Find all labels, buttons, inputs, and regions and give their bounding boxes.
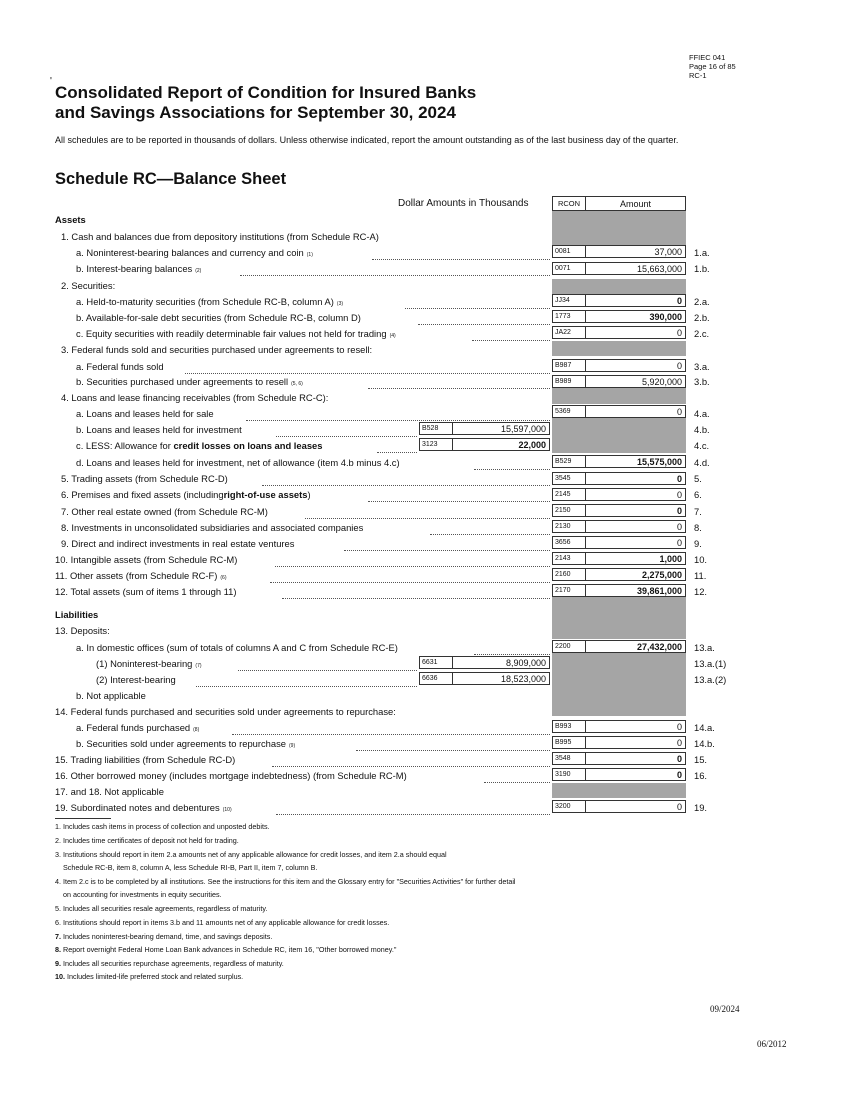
code-b529: B529: [552, 455, 586, 468]
item-8-label: 8. Investments in unconsolidated subsidiaries and associated companies: [61, 522, 364, 533]
item-13a2-label: (2) Interest-bearing: [96, 674, 176, 685]
leader-dots: [430, 522, 550, 535]
amount-7[interactable]: 0: [586, 504, 686, 517]
amount-13a1[interactable]: 8,909,000: [453, 656, 550, 669]
code-2150: 2150: [552, 504, 586, 517]
code-b995: B995: [552, 736, 586, 749]
leader-dots: [474, 642, 550, 655]
item-14-label: 14. Federal funds purchased and securities sold under agreements to repurchase:: [55, 706, 396, 717]
item-13b-label: b. Not applicable: [76, 690, 146, 701]
amount-13a[interactable]: 27,432,000: [586, 640, 686, 653]
footnote-6: 6. Institutions should report in items 3.b and 11 amounts net of any applicable allowance for credit losses.: [55, 918, 390, 927]
revision-date: 09/2024: [710, 1004, 740, 1014]
item-ref-13a: 13.a.: [694, 642, 715, 653]
leader-dots: [185, 361, 550, 374]
code-3200: 3200: [552, 800, 586, 813]
amount-3a[interactable]: 0: [586, 359, 686, 372]
footnote-7: 7. Includes noninterest-bearing demand, time, and savings deposits.: [55, 932, 273, 941]
code-b528: B528: [419, 422, 453, 435]
footnote-1: 1. Includes cash items in process of collection and unposted debits.: [55, 822, 270, 831]
item-ref-4b: 4.b.: [694, 424, 710, 435]
form-number: FFIEC 041: [689, 53, 726, 62]
leader-dots: [272, 754, 550, 767]
amount-19[interactable]: 0: [586, 800, 686, 813]
item-6-label: 6. Premises and fixed assets (includingright-of-use assets): [61, 489, 311, 500]
item-2c-label: c. Equity securities with readily determinable fair values not held for trading (4): [76, 328, 396, 339]
code-b987: B987: [552, 359, 586, 372]
leader-dots: [275, 554, 550, 567]
amount-12[interactable]: 39,861,000: [586, 584, 686, 597]
item-ref-13a1: 13.a.(1): [694, 658, 727, 669]
leader-dots: [238, 658, 417, 671]
leader-dots: [472, 328, 550, 341]
amount-2c[interactable]: 0: [586, 326, 686, 339]
item-7-label: 7. Other real estate owned (from Schedule RC-M): [61, 506, 268, 517]
amount-11[interactable]: 2,275,000: [586, 568, 686, 581]
item-10-label: 10. Intangible assets (from Schedule RC-M): [55, 554, 238, 565]
code-0071: 0071: [552, 262, 586, 275]
code-3123: 3123: [419, 438, 453, 451]
leader-dots: [356, 738, 550, 751]
code-2170: 2170: [552, 584, 586, 597]
item-ref-2a: 2.a.: [694, 296, 710, 307]
item-1b-label: b. Interest-bearing balances (2): [76, 263, 202, 274]
item-ref-4d: 4.d.: [694, 457, 710, 468]
item-ref-15: 15.: [694, 754, 708, 765]
footnote-8: 8. Report overnight Federal Home Loan Bank advances in Schedule RC, item 16, "Other borrowed money.": [55, 945, 397, 954]
amount-15[interactable]: 0: [586, 752, 686, 765]
item-ref-10: 10.: [694, 554, 708, 565]
item-14a-label: a. Federal funds purchased (8): [76, 722, 200, 733]
item-ref-13a2: 13.a.(2): [694, 674, 727, 685]
item-14b-label: b. Securities sold under agreements to repurchase (9): [76, 738, 296, 749]
item-ref-2c: 2.c.: [694, 328, 710, 339]
amount-1a[interactable]: 37,000: [586, 245, 686, 258]
item-12-label: 12. Total assets (sum of items 1 through 11): [55, 586, 237, 597]
item-ref-3b: 3.b.: [694, 376, 710, 387]
dollar-amounts-header: Dollar Amounts in Thousands: [398, 198, 529, 209]
item-ref-5: 5.: [694, 473, 702, 484]
shaded-area: [552, 388, 686, 404]
leader-dots: [240, 263, 550, 276]
item-4d-label: d. Loans and leases held for investment, net of allowance (item 4.b minus 4.c): [76, 457, 400, 468]
item-ref-1b: 1.b.: [694, 263, 710, 274]
amount-4d[interactable]: 15,575,000: [586, 455, 686, 468]
amount-4a[interactable]: 0: [586, 405, 686, 418]
item-ref-8: 8.: [694, 522, 702, 533]
leader-dots: [276, 424, 417, 437]
amount-8[interactable]: 0: [586, 520, 686, 533]
footnote-3-cont: Schedule RC-B, item 8, column A, less Schedule RI-B, Part II, item 7, column B.: [63, 863, 318, 872]
shaded-area: [552, 597, 686, 639]
code-3190: 3190: [552, 768, 586, 781]
item-ref-14b: 14.b.: [694, 738, 715, 749]
item-ref-14a: 14.a.: [694, 722, 715, 733]
amount-3b[interactable]: 5,920,000: [586, 375, 686, 388]
item-ref-19: 19.: [694, 802, 708, 813]
leader-dots: [368, 376, 550, 389]
original-date: 06/2012: [757, 1039, 787, 1049]
item-4-label: 4. Loans and lease financing receivables (from Schedule RC-C):: [61, 392, 329, 403]
item-2b-label: b. Available-for-sale debt securities (from Schedule RC-B, column D): [76, 312, 361, 323]
shaded-area: [552, 701, 686, 716]
item-1-label: 1. Cash and balances due from depository institutions (from Schedule RC-A): [61, 231, 379, 242]
code-jj34: JJ34: [552, 294, 586, 307]
footnote-4-cont: on accounting for investments in equity securities.: [63, 890, 222, 899]
leader-dots: [484, 770, 550, 783]
code-b993: B993: [552, 720, 586, 733]
item-ref-11: 11.: [694, 570, 707, 581]
leader-dots: [270, 570, 550, 583]
item-ref-4c: 4.c.: [694, 440, 710, 451]
code-0081: 0081: [552, 245, 586, 258]
amount-4c[interactable]: 22,000: [453, 438, 550, 451]
item-ref-7: 7.: [694, 506, 702, 517]
shaded-area: [552, 418, 686, 453]
leader-dots: [344, 538, 550, 551]
code-ja22: JA22: [552, 326, 586, 339]
item-ref-9: 9.: [694, 538, 702, 549]
schedule-title: Schedule RC—Balance Sheet: [55, 170, 287, 188]
item-2-label: 2. Securities:: [61, 280, 116, 291]
stray-mark: ': [50, 76, 52, 87]
amount-9[interactable]: 0: [586, 536, 686, 549]
shaded-area: [552, 653, 686, 701]
intro-text: All schedules are to be reported in thousands of dollars. Unless otherwise indicated, report the amount outstanding as of the last business day of the quarter.: [55, 135, 679, 145]
leader-dots: [246, 408, 550, 421]
amount-4b[interactable]: 15,597,000: [453, 422, 550, 435]
page-number: Page 16 of 85: [689, 61, 736, 71]
item-1a-label: a. Noninterest-bearing balances and currency and coin (1): [76, 247, 313, 258]
amount-5[interactable]: 0: [586, 472, 686, 485]
form-identifier: [689, 54, 736, 80]
shaded-area: [552, 783, 686, 798]
leader-dots: [377, 440, 417, 453]
item-5-label: 5. Trading assets (from Schedule RC-D): [61, 473, 228, 484]
code-1773: 1773: [552, 310, 586, 323]
code-b989: B989: [552, 375, 586, 388]
amount-2b[interactable]: 390,000: [586, 310, 686, 323]
rcon-header: RCON: [552, 196, 586, 211]
item-3a-label: a. Federal funds sold: [76, 361, 164, 372]
shaded-area: [552, 279, 686, 294]
leader-dots: [405, 296, 550, 309]
item-ref-1a: 1.a.: [694, 247, 710, 258]
leader-dots: [196, 674, 417, 687]
code-3548: 3548: [552, 752, 586, 765]
assets-heading: Assets: [55, 214, 86, 225]
item-15-label: 15. Trading liabilities (from Schedule RC-D): [55, 754, 236, 765]
footnote-3: 3. Institutions should report in item 2.a amounts net of any applicable allowance for credit losses, and item 2.a should equal: [55, 850, 447, 859]
amount-2a[interactable]: 0: [586, 294, 686, 307]
item-ref-4a: 4.a.: [694, 408, 710, 419]
footnote-10: 10. Includes limited-life preferred stock and related surplus.: [55, 972, 244, 981]
leader-dots: [276, 802, 550, 815]
amount-6[interactable]: 0: [586, 488, 686, 501]
leader-dots: [232, 722, 550, 735]
leader-dots: [305, 506, 550, 519]
liabilities-heading: Liabilities: [55, 609, 99, 620]
section-code: RC-1: [689, 70, 707, 80]
item-9-label: 9. Direct and indirect investments in real estate ventures: [61, 538, 295, 549]
amount-13a2[interactable]: 18,523,000: [453, 672, 550, 685]
item-4b-label: b. Loans and leases held for investment: [76, 424, 242, 435]
item-3b-label: b. Securities purchased under agreements to resell (5, 6): [76, 376, 303, 387]
footnote-5: 5. Includes all securities resale agreements, regardless of maturity.: [55, 904, 268, 913]
code-2160: 2160: [552, 568, 586, 581]
amount-1b[interactable]: 15,663,000: [586, 262, 686, 275]
item-17-18-label: 17. and 18. Not applicable: [55, 786, 164, 797]
item-16-label: 16. Other borrowed money (includes mortgage indebtedness) (from Schedule RC-M): [55, 770, 407, 781]
footnote-divider: [55, 818, 111, 819]
shaded-area: [552, 341, 686, 356]
item-13-label: 13. Deposits:: [55, 625, 110, 636]
code-2130: 2130: [552, 520, 586, 533]
item-ref-6: 6.: [694, 489, 702, 500]
item-ref-3a: 3.a.: [694, 361, 710, 372]
amount-16[interactable]: 0: [586, 768, 686, 781]
code-2145: 2145: [552, 488, 586, 501]
item-19-label: 19. Subordinated notes and debentures (10): [55, 802, 232, 813]
code-6631: 6631: [419, 656, 453, 669]
leader-dots: [262, 473, 550, 486]
item-13a-label: a. In domestic offices (sum of totals of columns A and C from Schedule RC-E): [76, 642, 398, 653]
code-3656: 3656: [552, 536, 586, 549]
item-ref-12: 12.: [694, 586, 708, 597]
item-2a-label: a. Held-to-maturity securities (from Schedule RC-B, column A) (3): [76, 296, 344, 307]
amount-14b[interactable]: 0: [586, 736, 686, 749]
item-4a-label: a. Loans and leases held for sale: [76, 408, 214, 419]
item-11-label: 11. Other assets (from Schedule RC-F) (6): [55, 570, 227, 581]
amount-10[interactable]: 1,000: [586, 552, 686, 565]
leader-dots: [474, 457, 550, 470]
leader-dots: [418, 312, 550, 325]
item-4c-label: c. LESS: Allowance for credit losses on loans and leases: [76, 440, 323, 451]
leader-dots: [368, 489, 550, 502]
leader-dots: [282, 586, 550, 599]
page-title: Consolidated Report of Condition for Insured Banks and Savings Associations for September 30, 2024: [55, 83, 477, 122]
item-3-label: 3. Federal funds sold and securities purchased under agreements to resell:: [61, 344, 373, 355]
item-ref-16: 16.: [694, 770, 708, 781]
code-6636: 6636: [419, 672, 453, 685]
code-5369: 5369: [552, 405, 586, 418]
code-2200: 2200: [552, 640, 586, 653]
code-3545: 3545: [552, 472, 586, 485]
leader-dots: [372, 247, 550, 260]
code-2143: 2143: [552, 552, 586, 565]
footnote-4: 4. Item 2.c is to be completed by all institutions. See the instructions for this item and the Glossary entry for "Securities Activities" for further detail: [55, 877, 516, 886]
item-13a1-label: (1) Noninterest-bearing (7): [96, 658, 202, 669]
footnote-2: 2. Includes time certificates of deposit not held for trading.: [55, 836, 239, 845]
amount-14a[interactable]: 0: [586, 720, 686, 733]
item-ref-2b: 2.b.: [694, 312, 710, 323]
amount-header: Amount: [585, 196, 686, 211]
footnote-9: 9. Includes all securities repurchase agreements, regardless of maturity.: [55, 959, 284, 968]
